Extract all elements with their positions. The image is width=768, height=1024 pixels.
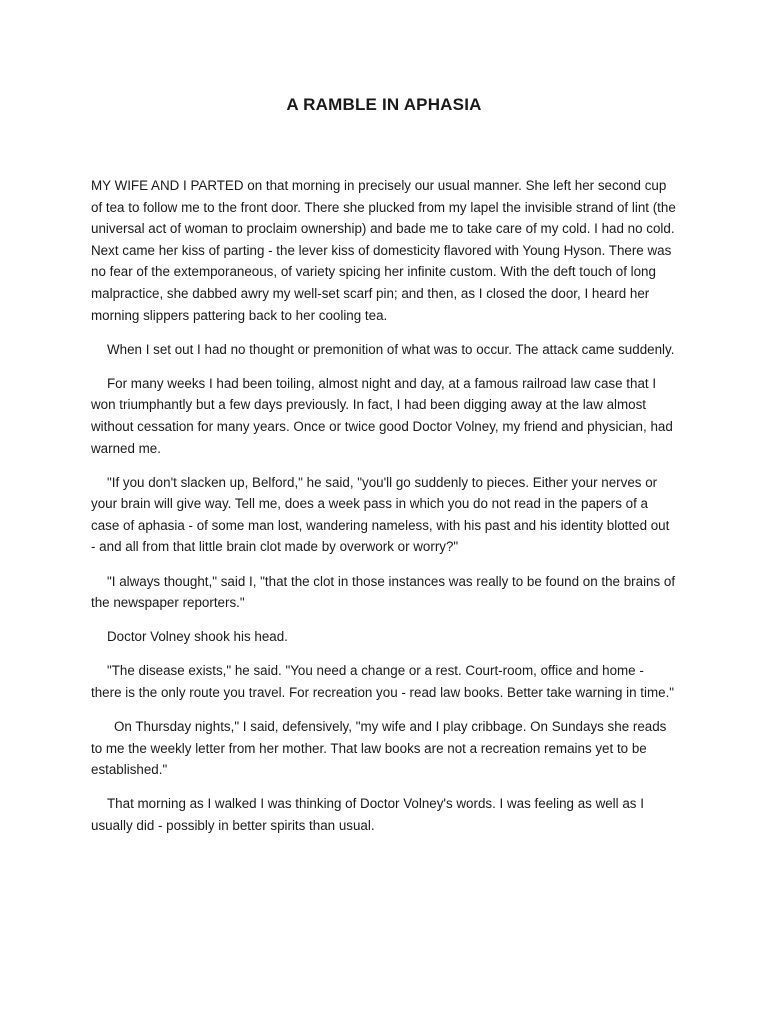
paragraph: "The disease exists," he said. "You need a change or a rest. Court-room, office and home - there is the only route you travel. For recreation you - read law books. Better take warning in time." (91, 663, 675, 700)
paragraph: "If you don't slacken up, Belford," he said, "you'll go suddenly to pieces. Either your nerves or your brain will give way. Tell me, does a week pass in which you do not read in the papers of a case of aphasia - of some man lost, wandering nameless, with his past and his identity blotted out - and all from that little brain clot made by overwork or worry?" (91, 474, 670, 555)
document-title: A RAMBLE IN APHASIA (286, 95, 482, 114)
paragraph: When I set out I had no thought or premonition of what was to occur. The attack came suddenly. (107, 341, 675, 357)
paragraph: MY WIFE AND I PARTED on that morning in precisely our usual manner. She left her second cup of tea to follow me to the front door. There she plucked from my lapel the invisible strand of lint (the universal act of woman to proclaim ownership) and bade me to take care of my cold. I had no cold. Next came her kiss of parting - the lever kiss of domesticity flavored with Young Hyson. There was no fear of the extemporaneous, of variety spicing her infinite custom. With the deft touch of long malpractice, she dabbed awry my well-set scarf pin; and then, as I closed the door, I heard her morning slippers pattering back to her cooling tea. (91, 178, 676, 323)
paragraph: "I always thought," said I, "that the clot in those instances was really to be found on the brains of the newspaper reporters." (91, 573, 676, 611)
paragraph: For many weeks I had been toiling, almost night and day, at a famous railroad law case that I won triumphantly but a few days previously. In fact, I had been digging away at the law almost without cessation for many years. Once or twice good Doctor Volney, my friend and physician, had warned me. (91, 375, 673, 456)
paragraph: That morning as I walked I was thinking of Doctor Volney's words. I was feeling as well as I usually did - possibly in better spirits than usual. (91, 796, 644, 833)
paragraph: On Thursday nights," I said, defensively, "my wife and I play cribbage. On Sundays she reads to me the weekly letter from her mother. That law books are not a recreation remains yet to be established." (91, 718, 667, 778)
paragraph: Doctor Volney shook his head. (107, 629, 288, 645)
document-body (91, 175, 677, 849)
